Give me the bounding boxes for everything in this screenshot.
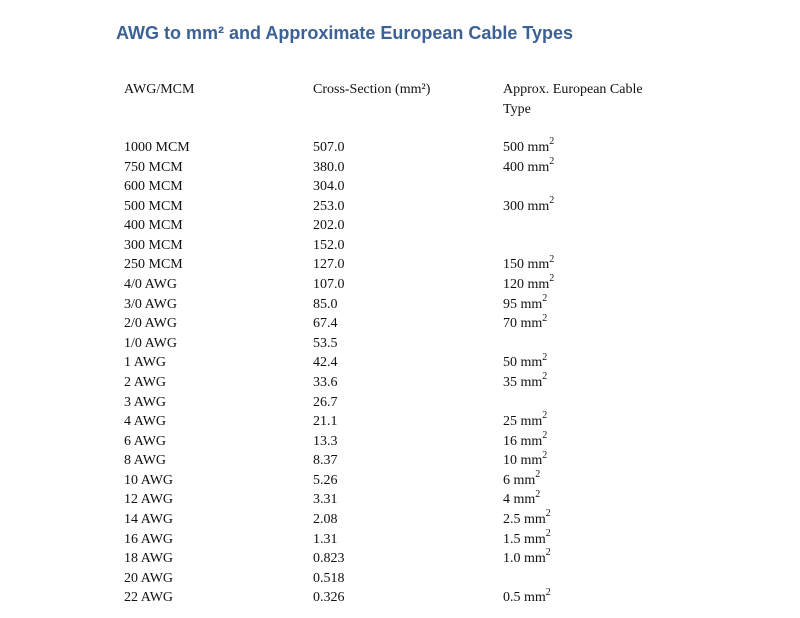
table-row — [0, 177, 800, 197]
table-header-row — [0, 80, 800, 124]
cell-cross-section: 26.7 — [313, 394, 338, 410]
cell-awg: 250 MCM — [124, 257, 183, 273]
european-size-unit: mm — [527, 198, 550, 214]
cell-cross-section: 0.518 — [313, 570, 345, 586]
cell-awg: 20 AWG — [124, 570, 174, 586]
cell-awg: 750 MCM — [124, 159, 183, 175]
cell-cross-section: 253.0 — [313, 198, 345, 214]
european-size-unit: mm — [524, 511, 546, 527]
cell-cross-section: 53.5 — [313, 335, 338, 351]
header-european-cable-type — [503, 80, 643, 120]
table-row — [0, 373, 800, 393]
european-size-unit: mm — [520, 433, 543, 449]
european-size-value: 2.5 — [503, 511, 521, 527]
table-row — [0, 138, 800, 158]
european-size-value: 1.0 — [503, 551, 521, 567]
cell-cross-section: 152.0 — [313, 237, 345, 253]
european-size-unit: mm — [527, 277, 550, 293]
cell-european-cable-type — [503, 155, 555, 177]
cell-cross-section: 67.4 — [313, 316, 338, 332]
european-size-unit-exponent: 2 — [545, 586, 551, 598]
cell-european-cable-type — [503, 527, 551, 549]
table-row — [0, 334, 800, 354]
european-size-unit: mm — [524, 531, 546, 547]
european-size-unit: mm — [524, 590, 546, 606]
header-european-line-1: Approx. European Cable — [503, 82, 643, 97]
european-size-unit-exponent: 2 — [545, 547, 551, 559]
cell-cross-section: 8.37 — [313, 453, 338, 469]
cell-european-cable-type — [503, 471, 540, 490]
european-size-value: 1.5 — [503, 531, 521, 547]
cell-european-cable-type — [503, 275, 554, 294]
cell-european-cable-type — [503, 255, 554, 274]
european-size-value: 300 — [503, 198, 524, 214]
cell-awg: 500 MCM — [124, 198, 183, 214]
cell-european-cable-type — [503, 314, 547, 333]
cell-european-cable-type — [503, 588, 551, 607]
cell-awg: 10 AWG — [124, 472, 174, 488]
cell-cross-section: 33.6 — [313, 374, 338, 390]
european-size-value: 500 — [503, 140, 524, 155]
table-row — [0, 569, 800, 589]
cell-european-cable-type — [503, 549, 551, 568]
cell-awg: 18 AWG — [124, 551, 174, 567]
table-row — [0, 292, 800, 315]
table-row — [0, 432, 800, 452]
cell-awg: 14 AWG — [124, 511, 174, 527]
european-size-unit-exponent: 2 — [542, 449, 548, 461]
cell-awg: 3/0 AWG — [124, 296, 177, 312]
european-size-unit: mm — [520, 296, 543, 312]
cell-awg: 12 AWG — [124, 492, 174, 508]
table-row — [0, 155, 800, 178]
european-size-unit: mm — [527, 257, 550, 273]
cell-awg: 3 AWG — [124, 394, 167, 410]
cell-awg: 400 MCM — [124, 218, 183, 234]
european-size-unit: mm — [520, 414, 543, 430]
cell-cross-section: 202.0 — [313, 218, 345, 234]
european-size-value: 95 — [503, 296, 517, 312]
european-size-unit: mm — [520, 355, 543, 371]
cell-awg: 1 AWG — [124, 355, 167, 371]
table-row — [0, 490, 800, 510]
european-size-value: 10 — [503, 453, 517, 469]
european-size-value: 50 — [503, 355, 517, 371]
cell-awg: 22 AWG — [124, 590, 174, 606]
european-size-unit: mm — [520, 374, 543, 390]
cell-awg: 600 MCM — [124, 179, 183, 195]
european-size-value: 120 — [503, 277, 524, 293]
cell-awg: 8 AWG — [124, 453, 167, 469]
cell-cross-section: 304.0 — [313, 179, 345, 195]
table-row — [0, 216, 800, 236]
cell-awg: 300 MCM — [124, 237, 183, 253]
european-size-unit: mm — [513, 472, 536, 488]
cell-european-cable-type — [503, 412, 547, 431]
european-size-unit-exponent: 2 — [549, 136, 555, 148]
cell-european-cable-type — [503, 197, 554, 216]
european-size-unit-exponent: 2 — [535, 469, 541, 481]
cell-cross-section: 127.0 — [313, 257, 345, 273]
european-size-unit-exponent: 2 — [542, 292, 548, 304]
european-size-value: 0.5 — [503, 590, 521, 606]
table-row — [0, 275, 800, 295]
table-row — [0, 314, 800, 334]
table-row — [0, 236, 800, 256]
cell-european-cable-type — [503, 432, 547, 451]
european-size-unit-exponent: 2 — [535, 488, 541, 500]
european-size-unit-exponent: 2 — [549, 273, 555, 285]
cell-cross-section: 0.823 — [313, 551, 345, 567]
table-row — [0, 393, 800, 413]
header-european-line-2: Type — [503, 102, 531, 117]
european-size-unit-exponent: 2 — [542, 410, 548, 422]
cell-european-cable-type — [503, 373, 547, 392]
cell-cross-section: 380.0 — [313, 159, 345, 175]
header-cross-section: Cross-Section (mm²) — [313, 82, 431, 97]
european-size-unit-exponent: 2 — [542, 312, 548, 324]
european-size-unit-exponent: 2 — [545, 527, 551, 539]
cell-awg: 4/0 AWG — [124, 277, 177, 293]
cell-european-cable-type — [503, 353, 547, 372]
european-size-value: 25 — [503, 414, 517, 430]
european-size-value: 400 — [503, 159, 524, 175]
cell-cross-section: 1.31 — [313, 531, 338, 547]
european-size-value: 150 — [503, 257, 524, 273]
cell-cross-section: 507.0 — [313, 140, 345, 155]
european-size-unit-exponent: 2 — [542, 371, 548, 383]
cell-awg: 2/0 AWG — [124, 316, 177, 332]
european-size-unit: mm — [520, 316, 543, 332]
table-row — [0, 527, 800, 550]
european-size-unit-exponent: 2 — [549, 253, 555, 265]
european-size-value: 70 — [503, 316, 517, 332]
european-size-unit-exponent: 2 — [542, 351, 548, 363]
european-size-unit: mm — [524, 551, 546, 567]
cell-cross-section: 13.3 — [313, 433, 338, 449]
cell-awg: 1000 MCM — [124, 140, 190, 155]
cell-awg: 4 AWG — [124, 414, 167, 430]
cell-awg: 1/0 AWG — [124, 335, 177, 351]
cell-european-cable-type — [503, 510, 551, 529]
european-size-value: 35 — [503, 374, 517, 390]
cell-awg: 2 AWG — [124, 374, 167, 390]
european-size-value: 6 — [503, 472, 510, 488]
header-awg: AWG/MCM — [124, 82, 195, 97]
cell-european-cable-type — [503, 490, 540, 509]
table-row — [0, 471, 800, 491]
european-size-unit: mm — [527, 159, 550, 175]
table-row — [0, 412, 800, 432]
table-row — [0, 255, 800, 275]
european-size-unit-exponent: 2 — [549, 195, 555, 207]
cell-european-cable-type — [503, 451, 547, 470]
cell-cross-section: 21.1 — [313, 414, 338, 430]
european-size-unit: mm — [527, 140, 550, 155]
cell-european-cable-type — [503, 292, 548, 314]
european-size-value: 4 — [503, 492, 510, 508]
cell-cross-section: 5.26 — [313, 472, 338, 488]
european-size-unit: mm — [513, 492, 536, 508]
cell-cross-section: 107.0 — [313, 277, 345, 293]
table-row — [0, 549, 800, 569]
cell-european-cable-type — [503, 138, 554, 157]
table-row — [0, 588, 800, 608]
table-row — [0, 451, 800, 471]
european-size-unit-exponent: 2 — [545, 508, 551, 520]
table-row — [0, 510, 800, 530]
cell-cross-section: 85.0 — [313, 296, 338, 312]
cell-cross-section: 2.08 — [313, 511, 338, 527]
cell-cross-section: 3.31 — [313, 492, 338, 508]
european-size-value: 16 — [503, 433, 517, 449]
european-size-unit: mm — [520, 453, 543, 469]
table-row — [0, 197, 800, 217]
document-title: AWG to mm² and Approximate European Cable Types — [116, 23, 574, 43]
cell-awg: 16 AWG — [124, 531, 174, 547]
table-body — [0, 138, 800, 608]
cell-cross-section: 0.326 — [313, 590, 345, 606]
european-size-unit-exponent: 2 — [542, 430, 548, 442]
cell-awg: 6 AWG — [124, 433, 167, 449]
table-row — [0, 353, 800, 373]
cell-cross-section: 42.4 — [313, 355, 338, 371]
european-size-unit-exponent: 2 — [549, 155, 555, 167]
